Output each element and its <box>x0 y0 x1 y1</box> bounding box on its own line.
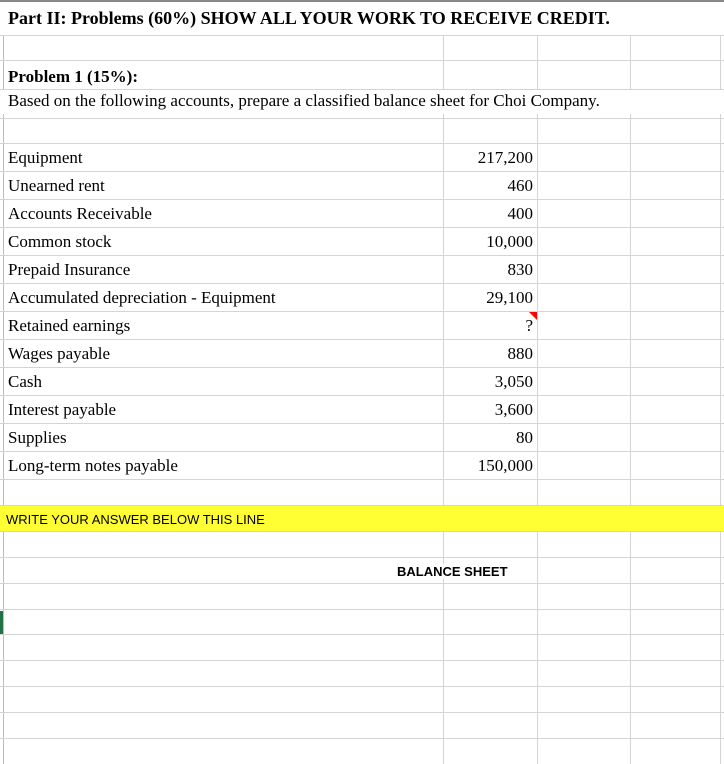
problem-title-row[interactable] <box>0 61 724 89</box>
account-row[interactable] <box>0 172 724 199</box>
account-row[interactable] <box>0 256 724 283</box>
header-row[interactable] <box>0 2 724 35</box>
account-row[interactable] <box>0 312 724 339</box>
account-value: 80 <box>516 428 533 447</box>
account-value: 3,600 <box>494 400 533 419</box>
account-name: Supplies <box>8 428 71 448</box>
account-name: Wages payable <box>8 344 114 364</box>
empty-row[interactable] <box>0 119 724 143</box>
account-name: Retained earnings <box>8 316 134 336</box>
account-value: ? <box>525 316 533 335</box>
comment-marker-icon[interactable] <box>529 312 537 320</box>
account-name: Unearned rent <box>8 176 109 196</box>
grid-row-line <box>0 634 724 635</box>
account-row[interactable] <box>0 340 724 367</box>
empty-row[interactable] <box>0 36 724 60</box>
grid-row-line <box>0 479 724 480</box>
problem-instructions: Based on the following accounts, prepare a classified balance sheet for Choi Company. <box>8 91 606 111</box>
account-row[interactable] <box>0 452 724 479</box>
account-value: 400 <box>507 204 533 223</box>
account-value: 880 <box>507 344 533 363</box>
instructions-row[interactable] <box>0 90 724 114</box>
account-value: 150,000 <box>477 456 533 475</box>
account-row[interactable] <box>0 200 724 227</box>
account-value: 29,100 <box>486 288 533 307</box>
account-name: Equipment <box>8 148 87 168</box>
grid-row-line <box>0 660 724 661</box>
grid-row-line <box>0 738 724 739</box>
grid-row-line <box>0 609 724 610</box>
account-row[interactable] <box>0 368 724 395</box>
grid-row-line <box>0 712 724 713</box>
answer-banner-row[interactable] <box>0 506 724 531</box>
account-value: 830 <box>507 260 533 279</box>
account-row[interactable] <box>0 144 724 171</box>
account-row[interactable] <box>0 396 724 423</box>
answer-cell[interactable] <box>0 583 724 609</box>
account-name: Accumulated depreciation - Equipment <box>8 288 280 308</box>
problem-title: Problem 1 (15%): <box>8 67 138 86</box>
account-name: Cash <box>8 372 46 392</box>
account-value: 217,200 <box>477 148 533 167</box>
balance-sheet-title-row[interactable] <box>0 558 724 583</box>
balance-sheet-title: BALANCE SHEET <box>397 564 512 579</box>
active-cell-indicator[interactable] <box>0 611 3 634</box>
account-value: 3,050 <box>494 372 533 391</box>
account-name: Long-term notes payable <box>8 456 182 476</box>
grid-row-line <box>0 531 724 532</box>
account-name: Common stock <box>8 232 115 252</box>
account-name: Prepaid Insurance <box>8 260 134 280</box>
account-row[interactable] <box>0 228 724 255</box>
account-value: 10,000 <box>486 232 533 251</box>
account-row[interactable] <box>0 424 724 451</box>
account-name: Interest payable <box>8 400 120 420</box>
account-name: Accounts Receivable <box>8 204 156 224</box>
account-value: 460 <box>507 176 533 195</box>
account-row[interactable] <box>0 284 724 311</box>
grid-row-line <box>0 686 724 687</box>
part-title: Part II: Problems (60%) SHOW ALL YOUR WORK TO RECEIVE CREDIT. <box>8 8 610 28</box>
answer-banner: WRITE YOUR ANSWER BELOW THIS LINE <box>6 512 265 527</box>
